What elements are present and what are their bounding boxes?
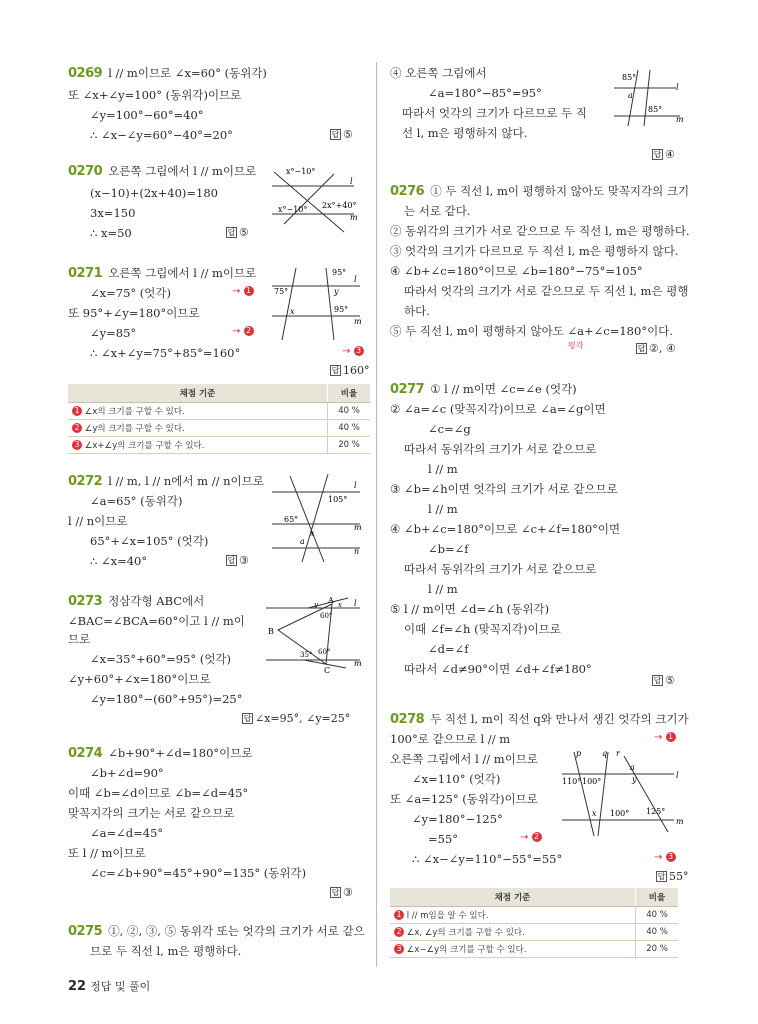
solution-line: ∠y=180°−125° — [412, 812, 503, 826]
solution-line: ② 동위각의 크기가 서로 같으므로 두 직선 l, m은 평행하다. — [390, 224, 690, 238]
table-row: 1 ∠x의 크기를 구할 수 있다. 40 % — [68, 403, 370, 420]
answer-box-icon: 답 — [227, 556, 236, 565]
solution-line: ∠b=∠f — [428, 542, 469, 556]
score-mark-2: → 2 — [232, 326, 254, 337]
solution-line: ④ ∠b+∠c=180°이므로 ∠b=180°−75°=105° — [390, 264, 643, 278]
angle-label: 35° — [300, 651, 313, 659]
solution-line: 정삼각형 ABC에서 — [108, 594, 205, 608]
solution-line: ∠b+90°+∠d=180°이므로 — [108, 746, 253, 760]
figure-0272 — [268, 470, 364, 566]
line-label: l — [676, 771, 679, 780]
table-header: 채점 기준 — [390, 888, 636, 907]
solution-line: ③ ∠b=∠h이면 엇각의 크기가 서로 같으므로 — [390, 482, 618, 496]
solution-line: 또 l // m이므로 — [68, 846, 146, 860]
angle-label: 95° — [334, 305, 349, 314]
annotation-note: 평각 — [568, 341, 584, 350]
solution-line: 따라서 ∠d≠90°이면 ∠d+∠f≠180° — [404, 662, 592, 676]
solution-line: ⑤ l // m이면 ∠d=∠h (동위각) — [390, 602, 550, 616]
problem-number: 0273 — [68, 594, 103, 609]
answer: 답 ④ — [653, 148, 675, 161]
angle-label: 100° — [582, 777, 602, 786]
angle-label: 110° — [562, 777, 582, 786]
solution-line: 따라서 엇각의 크기가 서로 같으므로 두 직선 l, m은 평행 — [404, 284, 689, 298]
table-row: 2 ∠x, ∠y의 크기를 구할 수 있다. 40 % — [390, 924, 678, 941]
answer: 답 ⑤ — [227, 226, 249, 239]
answer: 답 ②, ④ — [637, 342, 676, 355]
solution-line: ∠d=∠f — [428, 642, 469, 656]
solution-line: 100°로 같으므로 l // m — [390, 732, 511, 746]
problem-0269 — [68, 66, 368, 146]
line-label: m — [354, 659, 362, 668]
solution-line: 따라서 동위각의 크기가 서로 같으므로 — [404, 442, 597, 456]
table-header: 비율 — [328, 384, 371, 403]
answer-box-icon: 답 — [653, 676, 662, 685]
problem-0277 — [390, 382, 690, 687]
solution-line: ② ∠a=∠c (맞꼭지각)이므로 ∠a=∠g이면 — [390, 402, 606, 416]
score-mark-3: → 3 — [342, 346, 364, 357]
solution-line: 두 직선 l, m이 직선 q와 만나서 생긴 엇각의 크기가 — [430, 712, 689, 726]
problem-number: 0271 — [68, 266, 103, 281]
problem-number: 0270 — [68, 164, 103, 179]
solution-line: ∴ ∠x−∠y=60°−40°=20° — [90, 128, 233, 142]
solution-line: 이때 ∠b=∠d이므로 ∠b=∠d=45° — [68, 786, 249, 800]
problem-number: 0272 — [68, 474, 103, 489]
solution-line: 따라서 엇각의 크기가 다르므로 두 직 — [402, 106, 587, 120]
answer: 답 ③ — [227, 554, 249, 567]
figure-0273 — [264, 594, 368, 674]
answer: 답 ∠x=95°, ∠y=25° — [243, 712, 351, 725]
solution-line: ∠c=∠g — [428, 422, 471, 436]
solution-line: l // m — [428, 502, 458, 516]
angle-label: 85° — [648, 105, 663, 114]
score-mark-3: → 3 — [654, 852, 676, 863]
problem-0274 — [68, 746, 368, 899]
answer-box-icon: 답 — [653, 150, 662, 159]
table-row: 3 ∠x−∠y의 크기를 구할 수 있다. 20 % — [390, 941, 678, 958]
solution-line: ∠a=180°−85°=95° — [428, 86, 542, 100]
solution-line: 또 95°+∠y=180°이므로 — [68, 306, 200, 320]
solution-line: 선 l, m은 평행하지 않다. — [402, 126, 528, 140]
answer-box-icon: 답 — [637, 344, 646, 353]
problem-0271 — [68, 266, 368, 376]
scoring-criteria-table — [390, 888, 678, 958]
line-label: m — [676, 817, 684, 826]
answer: 답 55° — [657, 870, 689, 883]
table-row: 3 ∠x+∠y의 크기를 구할 수 있다. 20 % — [68, 437, 370, 454]
page-number: 22 — [68, 979, 87, 994]
problem-0273 — [68, 594, 368, 724]
solution-line: ① 두 직선 l, m이 평행하지 않아도 맞꼭지각의 크기 — [430, 184, 690, 198]
solution-line: l // m — [428, 462, 458, 476]
solution-line: ④ 오른쪽 그림에서 — [390, 66, 487, 80]
angle-label: 65° — [284, 515, 299, 524]
problem-0272 — [68, 474, 368, 574]
line-label: l — [676, 83, 679, 92]
score-mark-1: → 1 — [654, 732, 676, 743]
vertex-label: C — [324, 666, 331, 674]
solution-line: ∴ ∠x=40° — [90, 554, 148, 568]
solution-line: 므로 — [68, 632, 91, 646]
answer: 답 ③ — [331, 886, 353, 899]
solution-line: 또 ∠x+∠y=100° (동위각)이므로 — [68, 88, 242, 102]
angle-label: y — [314, 601, 318, 609]
solution-line: 따라서 동위각의 크기가 서로 같으므로 — [404, 562, 597, 576]
solution-line: 는 서로 같다. — [404, 204, 471, 218]
figure-0275 — [610, 68, 686, 128]
angle-label: 125° — [646, 807, 666, 816]
answer: 답 160° — [331, 364, 370, 377]
vertex-label: A — [328, 596, 334, 605]
score-mark-1: → 1 — [232, 286, 254, 297]
footer-label: 정답 및 풀이 — [90, 980, 151, 993]
solution-line: ∴ ∠x−∠y=110°−55°=55° — [412, 852, 563, 866]
solution-line: ①, ②, ③, ⑤ 동위각 또는 엇각의 크기가 서로 같으 — [108, 924, 365, 938]
answer: 답 ⑤ — [653, 674, 675, 687]
angle-label: a — [630, 763, 635, 772]
solution-line: (x−10)+(2x+40)=180 — [90, 186, 218, 200]
angle-label: a — [300, 537, 305, 546]
problem-0270 — [68, 164, 368, 244]
figure-0270 — [264, 164, 360, 236]
line-label: q — [602, 749, 608, 758]
answer-box-icon: 답 — [243, 714, 252, 723]
solution-line: 오른쪽 그림에서 l // m이므로 — [390, 752, 539, 766]
vertex-label: B — [268, 627, 274, 636]
problem-number: 0274 — [68, 746, 103, 761]
solution-line: 오른쪽 그림에서 l // m이므로 — [108, 266, 257, 280]
angle-label: x°−10° — [286, 167, 316, 176]
line-label: r — [616, 749, 620, 758]
line-label: m — [354, 523, 362, 532]
angle-label: 95° — [332, 268, 347, 277]
solution-line: ∠x=35°+60°=95° (엇각) — [90, 652, 232, 666]
angle-label: 60° — [320, 612, 333, 620]
problem-0276 — [390, 184, 690, 356]
solution-line: ∠x=75° (엇각) — [90, 286, 171, 300]
solution-line: ∠c=∠b+90°=45°+90°=135° (동위각) — [90, 866, 307, 880]
angle-label: 2x°+40° — [322, 201, 357, 210]
angle-label: 100° — [610, 809, 630, 818]
angle-label: 60° — [318, 648, 331, 656]
line-label: l — [354, 481, 357, 490]
solution-line: ∴ x=50 — [90, 226, 132, 240]
angle-label: x — [592, 809, 597, 818]
solution-line: ∠y=180°−(60°+95°)=25° — [90, 692, 243, 706]
angle-label: 105° — [328, 495, 348, 504]
solution-line: l // n이므로 — [68, 514, 128, 528]
line-label: l — [354, 275, 357, 284]
solution-line: 또 ∠a=125° (동위각)이므로 — [390, 792, 538, 806]
solution-line: 므로 두 직선 l, m은 평행하다. — [90, 944, 242, 958]
column-divider — [376, 62, 377, 967]
line-label: m — [350, 213, 358, 222]
table-row: 2 ∠y의 크기를 구할 수 있다. 40 % — [68, 420, 370, 437]
solution-line: 하다. — [404, 304, 430, 318]
answer-box-icon: 답 — [331, 130, 340, 139]
solution-line: l // m — [428, 582, 458, 596]
page-footer — [68, 978, 150, 994]
solution-line: ⑤ 두 직선 l, m이 평행하지 않아도 ∠a+∠c=180°이다. — [390, 324, 673, 338]
figure-0271 — [268, 264, 364, 344]
solution-line: ∠x=110° (엇각) — [412, 772, 501, 786]
solution-line: 65°+∠x=105° (엇각) — [90, 534, 209, 548]
answer-box-icon: 답 — [657, 872, 666, 881]
solution-line: ③ 엇각의 크기가 다르므로 두 직선 l, m은 평행하지 않다. — [390, 244, 679, 258]
line-label: l — [354, 599, 357, 608]
solution-line: ① l // m이면 ∠c=∠e (엇각) — [430, 382, 577, 396]
problem-number: 0277 — [390, 382, 425, 397]
solution-line: 3x=150 — [90, 206, 136, 220]
score-mark-2: → 2 — [520, 832, 542, 843]
angle-label: y — [632, 775, 637, 784]
angle-label: 85° — [622, 73, 637, 82]
angle-label: x — [310, 529, 315, 538]
scoring-criteria-table — [68, 384, 370, 454]
angle-label: x — [338, 601, 342, 609]
problem-number: 0278 — [390, 712, 425, 727]
angle-label: x — [290, 307, 295, 316]
problem-0278 — [390, 712, 690, 882]
line-label: n — [354, 547, 360, 556]
problem-0275 — [68, 924, 368, 964]
solution-line: ∠a=∠d=45° — [90, 826, 164, 840]
solution-line: l // m, l // n에서 m // n이므로 — [108, 474, 264, 488]
solution-line: ∠BAC=∠BCA=60°이고 l // m이 — [68, 614, 245, 628]
angle-label: 75° — [274, 287, 289, 296]
angle-label: x°−10° — [278, 205, 308, 214]
answer: 답 ⑤ — [331, 128, 353, 141]
answer-box-icon: 답 — [331, 888, 340, 897]
figure-0278 — [560, 748, 686, 838]
table-header: 비율 — [636, 888, 679, 907]
line-label: p — [576, 749, 582, 758]
solution-line: 이때 ∠f=∠h (맞꼭지각)이므로 — [404, 622, 561, 636]
solution-line: 맞꼭지각의 크기는 서로 같으므로 — [68, 806, 235, 820]
answer-box-icon: 답 — [227, 228, 236, 237]
table-header: 채점 기준 — [68, 384, 328, 403]
angle-label: y — [334, 287, 339, 296]
solution-line: ∠a=65° (동위각) — [90, 494, 183, 508]
line-label: l — [350, 177, 353, 186]
solution-line: l // m이므로 ∠x=60° (동위각) — [108, 66, 267, 80]
answer-box-icon: 답 — [331, 366, 340, 375]
solution-line: ④ ∠b+∠c=180°이므로 ∠c+∠f=180°이면 — [390, 522, 621, 536]
problem-number: 0275 — [68, 924, 103, 939]
problem-number: 0269 — [68, 66, 103, 81]
line-label: m — [354, 317, 362, 326]
solution-line: =55° — [428, 832, 459, 846]
solution-line: ∠y=85° — [90, 326, 137, 340]
problem-0275-continued — [390, 66, 690, 160]
solution-line: ∴ ∠x+∠y=75°+85°=160° — [90, 346, 241, 360]
solution-line: 오른쪽 그림에서 l // m이므로 — [108, 164, 257, 178]
problem-number: 0276 — [390, 184, 425, 199]
table-row: 1 l // m임을 알 수 있다. 40 % — [390, 907, 678, 924]
solution-line: ∠y=100°−60°=40° — [90, 108, 204, 122]
solution-line: ∠b+∠d=90° — [90, 766, 164, 780]
solution-line: ∠y+60°+∠x=180°이므로 — [68, 672, 211, 686]
angle-label: a — [628, 91, 633, 100]
line-label: m — [676, 115, 684, 124]
